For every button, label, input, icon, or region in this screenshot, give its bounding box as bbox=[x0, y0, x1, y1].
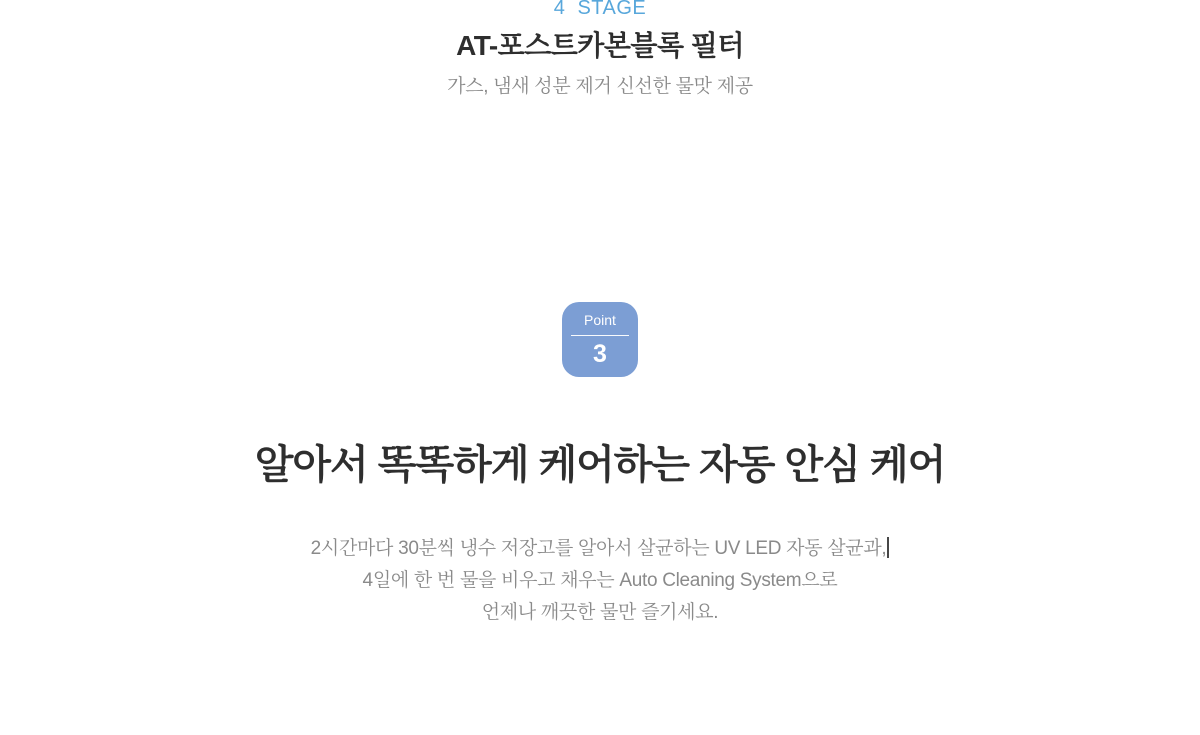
filter-description: 가스, 냄새 성분 제거 신선한 물맛 제공 bbox=[447, 76, 753, 97]
point-badge bbox=[562, 302, 638, 377]
filter-stage-section bbox=[0, 0, 1200, 99]
care-body-line-1-text: 2시간마다 30분씩 냉수 저장고를 알아서 살균하는 UV LED 자동 살균과, bbox=[310, 538, 887, 559]
care-heading: 알아서 똑똑하게 케어하는 자동 안심 케어 bbox=[254, 443, 946, 487]
point-badge-divider bbox=[571, 335, 629, 336]
care-body-line-2-text: 4일에 한 번 물을 비우고 채우는 Auto Cleaning System으로 bbox=[362, 570, 838, 591]
care-body bbox=[0, 533, 1200, 629]
care-body-line-2 bbox=[0, 565, 1200, 597]
point-badge-number: 3 bbox=[593, 340, 607, 368]
care-body-line-3-text: 언제나 깨끗한 물만 즐기세요. bbox=[481, 602, 719, 623]
text-caret bbox=[887, 537, 889, 558]
care-body-line-3 bbox=[0, 597, 1200, 629]
point-badge-label: Point bbox=[584, 312, 616, 328]
care-body-line-1 bbox=[0, 533, 1200, 565]
auto-care-section bbox=[0, 441, 1200, 629]
stage-label: 4 STAGE bbox=[553, 0, 647, 19]
filter-title: AT-포스트카본블록 필터 bbox=[456, 30, 744, 61]
